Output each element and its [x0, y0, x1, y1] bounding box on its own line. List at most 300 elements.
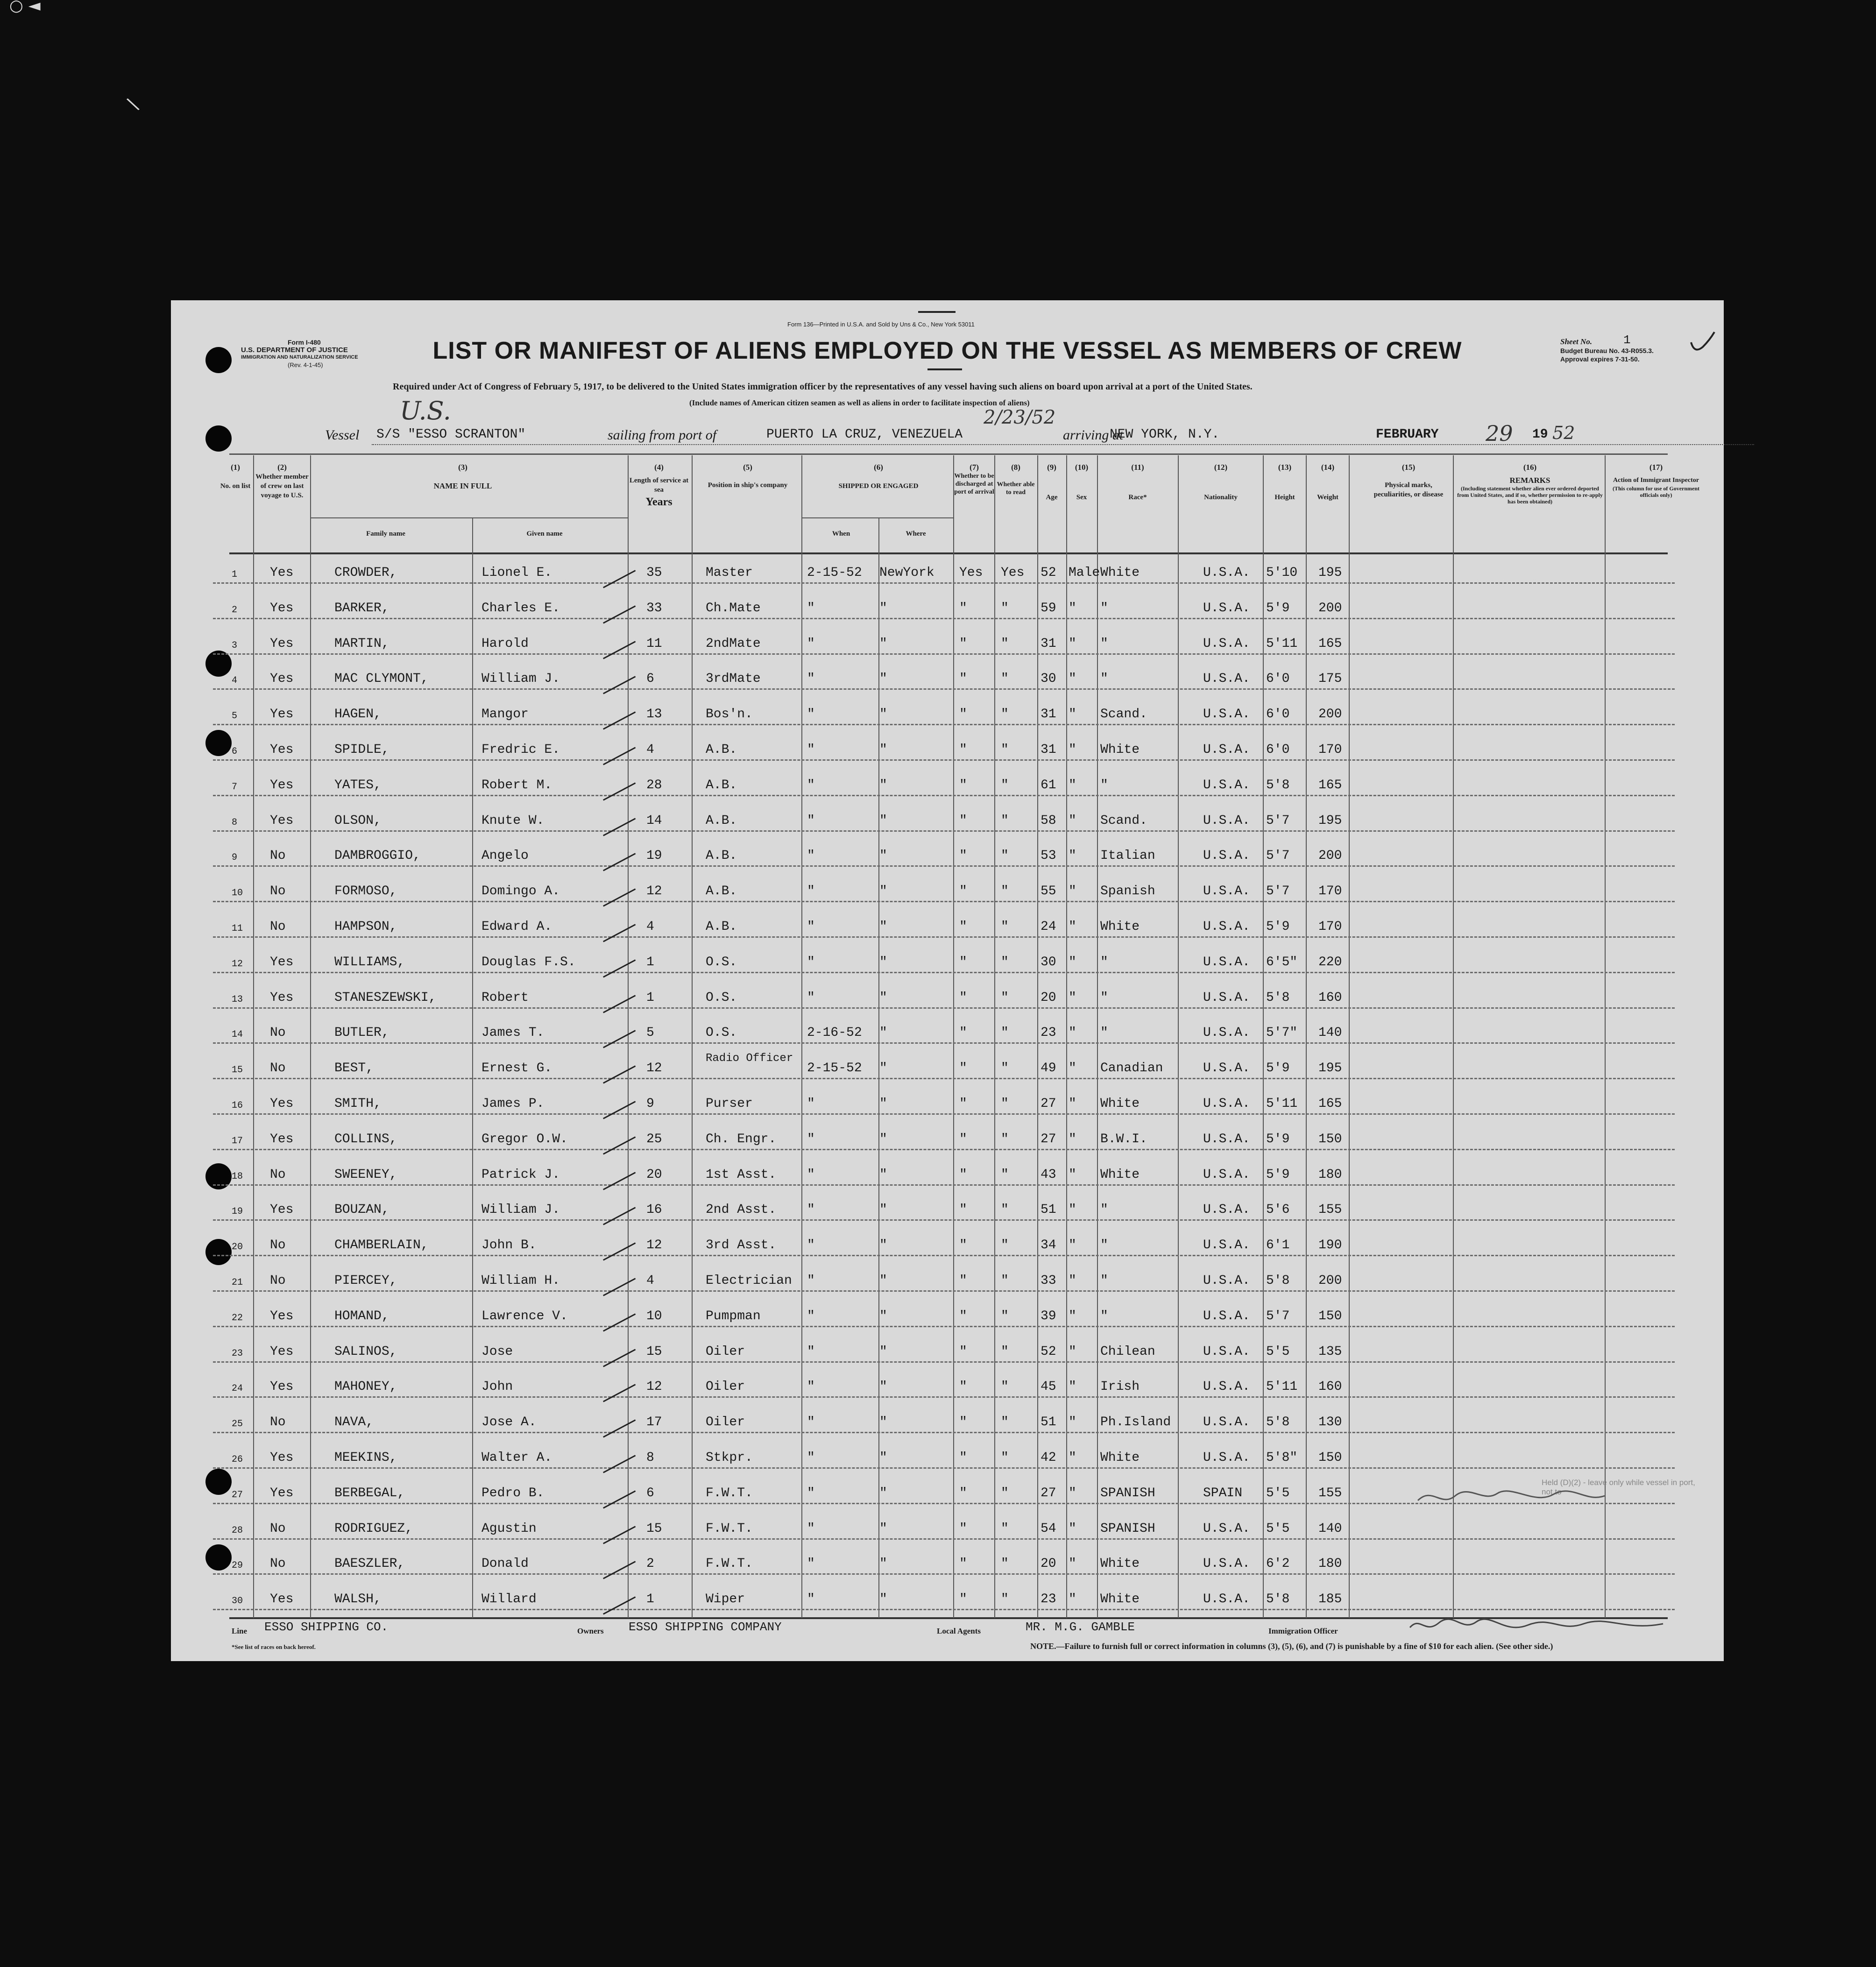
- position-cell: A.B.: [706, 778, 737, 792]
- race-cell: ": [1100, 778, 1108, 792]
- check-slash: [603, 1561, 636, 1579]
- col4-number: (4): [654, 463, 664, 472]
- nationality-cell: U.S.A.: [1203, 813, 1250, 828]
- shipped-when-cell: ": [807, 813, 815, 828]
- race-cell: Spanish: [1100, 884, 1155, 899]
- sex-cell: ": [1069, 1274, 1076, 1288]
- shipped-where-cell: ": [879, 1167, 887, 1182]
- row-number: 2: [232, 604, 238, 616]
- table-row: [171, 1551, 1724, 1586]
- nationality-cell: U.S.A.: [1203, 1521, 1250, 1536]
- nationality-cell: U.S.A.: [1203, 1203, 1250, 1217]
- race-cell: Scand.: [1100, 813, 1147, 828]
- weight-cell: 155: [1318, 1203, 1342, 1217]
- col13-label: Height: [1274, 494, 1295, 501]
- height-cell: 5'9: [1266, 601, 1290, 616]
- age-cell: 23: [1041, 1592, 1056, 1607]
- check-slash: [603, 853, 636, 871]
- shipped-when-cell: ": [807, 778, 815, 792]
- years-cell: 15: [646, 1521, 662, 1536]
- shipped-where-cell: ": [879, 955, 887, 969]
- nationality-cell: U.S.A.: [1203, 884, 1250, 899]
- family-name-cell: SMITH,: [334, 1097, 382, 1111]
- height-cell: 5'5: [1266, 1344, 1290, 1359]
- last-voyage-cell: Yes: [270, 743, 294, 757]
- position-cell: Radio Officer: [706, 1052, 793, 1065]
- discharged-cell: ": [959, 990, 967, 1005]
- able-to-read-cell: ": [1001, 1132, 1009, 1146]
- able-to-read-cell: ": [1001, 1309, 1009, 1323]
- last-voyage-cell: Yes: [270, 1344, 294, 1359]
- able-to-read-cell: ": [1001, 849, 1009, 863]
- check-slash: [603, 747, 636, 765]
- sex-cell: ": [1069, 1521, 1076, 1536]
- row-rule: [213, 1290, 1675, 1292]
- discharged-cell: ": [959, 1203, 967, 1217]
- shipped-where-cell: ": [879, 1026, 887, 1040]
- last-voyage-cell: Yes: [270, 1097, 294, 1111]
- arrival-port: NEW YORK, N.Y.: [1110, 427, 1220, 442]
- shipped-where-cell: ": [879, 1274, 887, 1288]
- col8-header: [995, 463, 1037, 496]
- position-cell: Oiler: [706, 1380, 745, 1394]
- weight-cell: 190: [1318, 1238, 1342, 1253]
- shipped-when-cell: ": [807, 1344, 815, 1359]
- family-name-cell: BEST,: [334, 1061, 374, 1076]
- able-to-read-cell: ": [1001, 1486, 1009, 1500]
- row-number: 6: [232, 746, 238, 757]
- position-cell: A.B.: [706, 884, 737, 899]
- given-name-cell: Willard: [481, 1592, 537, 1607]
- col17-label: Action of Immigrant Inspector: [1613, 477, 1699, 484]
- given-name-cell: Pedro B.: [481, 1486, 545, 1500]
- sex-cell: ": [1069, 1344, 1076, 1359]
- family-name-cell: BUTLER,: [334, 1026, 389, 1040]
- weight-cell: 170: [1318, 884, 1342, 899]
- col15-label: Physical marks, peculiarities, or disease: [1373, 481, 1444, 498]
- row-number: 27: [232, 1489, 243, 1500]
- row-rule: [213, 1432, 1675, 1433]
- age-cell: 30: [1041, 955, 1056, 969]
- race-cell: ": [1100, 601, 1108, 616]
- nationality-cell: U.S.A.: [1203, 1132, 1250, 1146]
- shipped-when-cell: ": [807, 707, 815, 722]
- col4-label: Length of service at sea: [629, 477, 689, 494]
- height-cell: 6'5": [1266, 955, 1298, 969]
- footer-races-note: *See list of races on back hereof.: [232, 1643, 316, 1650]
- given-name-cell: Douglas F.S.: [481, 955, 576, 969]
- manifest-sheet: [171, 300, 1724, 1661]
- years-cell: 28: [646, 778, 662, 792]
- footer-owners-label: Owners: [577, 1627, 604, 1635]
- col4-header: [629, 463, 689, 507]
- last-voyage-cell: No: [270, 920, 286, 934]
- weight-cell: 200: [1318, 707, 1342, 722]
- height-cell: 5'8: [1266, 1592, 1290, 1607]
- family-name-cell: DAMBROGGIO,: [334, 849, 421, 863]
- discharged-cell: ": [959, 813, 967, 828]
- check-slash: [603, 1243, 636, 1261]
- table-top-rule: [229, 453, 1668, 455]
- weight-cell: 195: [1318, 566, 1342, 580]
- nationality-cell: U.S.A.: [1203, 1450, 1250, 1465]
- col6-where-header: Where: [906, 530, 926, 538]
- shipped-where-cell: ": [879, 778, 887, 792]
- position-cell: A.B.: [706, 813, 737, 828]
- sex-cell: ": [1069, 813, 1076, 828]
- shipped-where-cell: ": [879, 813, 887, 828]
- col10-label: Sex: [1076, 494, 1087, 501]
- sex-cell: ": [1069, 990, 1076, 1005]
- col9-number: (9): [1047, 463, 1056, 472]
- footer-agents-label: Local Agents: [937, 1627, 981, 1635]
- race-cell: ": [1100, 1203, 1108, 1217]
- sex-cell: ": [1069, 636, 1076, 651]
- weight-cell: 165: [1318, 778, 1342, 792]
- discharged-cell: ": [959, 1521, 967, 1536]
- weight-cell: 165: [1318, 636, 1342, 651]
- given-name-cell: Harold: [481, 636, 529, 651]
- race-cell: White: [1100, 1557, 1140, 1571]
- height-cell: 5'7: [1266, 813, 1290, 828]
- shipped-when-cell: ": [807, 1274, 815, 1288]
- shipped-where-cell: ": [879, 1557, 887, 1571]
- table-row: [171, 949, 1724, 985]
- last-voyage-cell: No: [270, 1557, 286, 1571]
- age-cell: 55: [1041, 884, 1056, 899]
- form-note: (Include names of American citizen seamen as well as aliens in order to facilitate inspection of aliens): [689, 398, 1030, 407]
- check-slash: [603, 1066, 636, 1084]
- shipped-when-cell: ": [807, 1592, 815, 1607]
- sex-cell: ": [1069, 955, 1076, 969]
- shipped-where-cell: ": [879, 1486, 887, 1500]
- nationality-cell: U.S.A.: [1203, 1097, 1250, 1111]
- shipped-where-cell: ": [879, 601, 887, 616]
- col3-given-header: Given name: [526, 530, 563, 538]
- col5-number: (5): [743, 463, 752, 472]
- race-cell: ": [1100, 1309, 1108, 1323]
- nationality-cell: U.S.A.: [1203, 955, 1250, 969]
- years-cell: 1: [646, 1592, 654, 1607]
- last-voyage-cell: Yes: [270, 672, 294, 686]
- sex-cell: ": [1069, 920, 1076, 934]
- col8-number: (8): [1011, 463, 1020, 472]
- position-cell: 2nd Asst.: [706, 1203, 777, 1217]
- weight-cell: 200: [1318, 849, 1342, 863]
- able-to-read-cell: ": [1001, 990, 1009, 1005]
- last-voyage-cell: Yes: [270, 636, 294, 651]
- col16-label: REMARKS: [1509, 476, 1550, 485]
- age-cell: 30: [1041, 672, 1056, 686]
- family-name-cell: PIERCEY,: [334, 1274, 397, 1288]
- col1-header: [218, 463, 253, 491]
- years-cell: 19: [646, 849, 662, 863]
- footer-officer-label: Immigration Officer: [1268, 1627, 1338, 1635]
- race-cell: ": [1100, 672, 1108, 686]
- nationality-cell: SPAIN: [1203, 1486, 1243, 1500]
- age-cell: 33: [1041, 1274, 1056, 1288]
- film-edge-mark: ○ ◄: [9, 0, 41, 15]
- check-slash: [603, 1207, 636, 1225]
- height-cell: 6'0: [1266, 707, 1290, 722]
- col5-label: Position in ship's company: [708, 481, 788, 489]
- check-slash: [603, 712, 636, 730]
- position-cell: Ch. Engr.: [706, 1132, 777, 1146]
- nationality-cell: U.S.A.: [1203, 1415, 1250, 1430]
- years-cell: 15: [646, 1344, 662, 1359]
- nationality-cell: U.S.A.: [1203, 1026, 1250, 1040]
- race-cell: White: [1100, 1167, 1140, 1182]
- weight-cell: 135: [1318, 1344, 1342, 1359]
- row-number: 30: [232, 1596, 243, 1607]
- family-name-cell: MAHONEY,: [334, 1380, 397, 1394]
- arrival-day: 29: [1486, 421, 1513, 446]
- height-cell: 5'11: [1266, 636, 1298, 651]
- table-row: [171, 737, 1724, 772]
- age-cell: 34: [1041, 1238, 1056, 1253]
- film-edge-mark: \: [125, 93, 142, 115]
- weight-cell: 195: [1318, 813, 1342, 828]
- col6-label: SHIPPED OR ENGAGED: [838, 482, 919, 490]
- row-rule: [213, 1396, 1675, 1398]
- col11-header: [1098, 463, 1177, 502]
- col10-number: (10): [1075, 463, 1089, 472]
- race-cell: ": [1100, 990, 1108, 1005]
- able-to-read-cell: ": [1001, 707, 1009, 722]
- check-slash: [603, 1384, 636, 1402]
- arriving-label: arriving at: [1063, 427, 1124, 443]
- age-cell: 58: [1041, 813, 1056, 828]
- position-cell: A.B.: [706, 743, 737, 757]
- col14-number: (14): [1321, 463, 1335, 472]
- table-row: [171, 1197, 1724, 1232]
- sex-cell: ": [1069, 1380, 1076, 1394]
- years-cell: 33: [646, 601, 662, 616]
- able-to-read-cell: ": [1001, 884, 1009, 899]
- row-rule: [213, 618, 1675, 619]
- shipped-when-cell: ": [807, 1415, 815, 1430]
- years-cell: 1: [646, 955, 654, 969]
- row-number: 11: [232, 923, 243, 934]
- race-cell: Chilean: [1100, 1344, 1155, 1359]
- position-cell: Ch.Mate: [706, 601, 761, 616]
- height-cell: 5'10: [1266, 566, 1298, 580]
- form-title: LIST OR MANIFEST OF ALIENS EMPLOYED ON THE VESSEL AS MEMBERS OF CREW: [432, 337, 1462, 364]
- discharged-cell: ": [959, 849, 967, 863]
- shipped-when-cell: ": [807, 1450, 815, 1465]
- col17-note: (This column for use of Government officials only): [1612, 485, 1700, 498]
- discharged-cell: ": [959, 1415, 967, 1430]
- footer-owners: ESSO SHIPPING COMPANY: [629, 1620, 782, 1634]
- able-to-read-cell: ": [1001, 1274, 1009, 1288]
- discharged-cell: ": [959, 1274, 967, 1288]
- col2-header: [254, 463, 310, 500]
- col4-years: Years: [645, 496, 673, 508]
- shipped-where-cell: ": [879, 1238, 887, 1253]
- race-cell: White: [1100, 1450, 1140, 1465]
- years-cell: 13: [646, 707, 662, 722]
- sex-cell: ": [1069, 1203, 1076, 1217]
- discharged-cell: ": [959, 1380, 967, 1394]
- race-cell: SPANISH: [1100, 1521, 1155, 1536]
- given-name-cell: Knute W.: [481, 813, 545, 828]
- col9-header: [1038, 463, 1066, 502]
- given-name-cell: William J.: [481, 672, 560, 686]
- position-cell: Purser: [706, 1097, 753, 1111]
- table-row: [171, 914, 1724, 949]
- punch-hole: [205, 425, 232, 452]
- able-to-read-cell: ": [1001, 1167, 1009, 1182]
- able-to-read-cell: ": [1001, 1238, 1009, 1253]
- nationality-cell: U.S.A.: [1203, 1274, 1250, 1288]
- row-rule: [213, 1361, 1675, 1363]
- table-row: [171, 595, 1724, 631]
- nationality-cell: U.S.A.: [1203, 707, 1250, 722]
- col7-number: (7): [970, 463, 979, 472]
- race-cell: ": [1100, 955, 1108, 969]
- given-name-cell: Ernest G.: [481, 1061, 552, 1076]
- col13-number: (13): [1278, 463, 1292, 472]
- shipped-when-cell: ": [807, 636, 815, 651]
- shipped-where-cell: ": [879, 1132, 887, 1146]
- vessel-label: Vessel: [325, 427, 360, 443]
- race-cell: ": [1100, 636, 1108, 651]
- check-slash: [603, 1278, 636, 1296]
- able-to-read-cell: ": [1001, 1521, 1009, 1536]
- discharged-cell: ": [959, 1132, 967, 1146]
- nationality-cell: U.S.A.: [1203, 1167, 1250, 1182]
- height-cell: 5'7: [1266, 849, 1290, 863]
- shipped-where-cell: ": [879, 1309, 887, 1323]
- position-cell: Electrician: [706, 1274, 792, 1288]
- age-cell: 52: [1041, 566, 1056, 580]
- race-cell: ": [1100, 1026, 1108, 1040]
- family-name-cell: BARKER,: [334, 601, 389, 616]
- check-slash: [603, 1420, 636, 1438]
- shipped-where-cell: ": [879, 636, 887, 651]
- row-number: 24: [232, 1383, 243, 1394]
- race-cell: White: [1100, 743, 1140, 757]
- row-rule: [213, 759, 1675, 761]
- shipped-when-cell: ": [807, 1309, 815, 1323]
- position-cell: O.S.: [706, 990, 737, 1005]
- table-row: [171, 1303, 1724, 1339]
- position-cell: A.B.: [706, 920, 737, 934]
- years-cell: 9: [646, 1097, 654, 1111]
- row-rule: [213, 1149, 1675, 1150]
- departure-port: PUERTO LA CRUZ, VENEZUELA: [766, 427, 963, 442]
- table-row: [171, 1445, 1724, 1480]
- check-slash: [603, 1349, 636, 1367]
- last-voyage-cell: Yes: [270, 1380, 294, 1394]
- able-to-read-cell: ": [1001, 1592, 1009, 1607]
- col7-header: [954, 463, 995, 496]
- age-cell: 43: [1041, 1167, 1056, 1182]
- given-name-cell: Patrick J.: [481, 1167, 560, 1182]
- col12-number: (12): [1214, 463, 1228, 472]
- shipped-when-cell: ": [807, 1238, 815, 1253]
- height-cell: 6'0: [1266, 743, 1290, 757]
- last-voyage-cell: No: [270, 1274, 286, 1288]
- last-voyage-cell: No: [270, 1238, 286, 1253]
- able-to-read-cell: ": [1001, 1344, 1009, 1359]
- age-cell: 24: [1041, 920, 1056, 934]
- footer-agents: MR. M.G. GAMBLE: [1026, 1620, 1135, 1634]
- last-voyage-cell: Yes: [270, 1309, 294, 1323]
- col6-header: [804, 463, 953, 491]
- row-number: 15: [232, 1065, 243, 1076]
- family-name-cell: MEEKINS,: [334, 1450, 397, 1465]
- age-cell: 49: [1041, 1061, 1056, 1076]
- row-rule: [213, 936, 1675, 938]
- table-row: [171, 666, 1724, 701]
- col10-header: [1067, 463, 1097, 502]
- row-number: 16: [232, 1100, 243, 1111]
- handwritten-date: 2/23/52: [984, 407, 1056, 428]
- given-name-cell: Fredric E.: [481, 743, 560, 757]
- row-number: 4: [232, 675, 238, 686]
- last-voyage-cell: No: [270, 1415, 286, 1430]
- officer-signature: [1406, 1613, 1668, 1637]
- sheet-label: Sheet No.: [1560, 337, 1592, 346]
- position-cell: Master: [706, 566, 753, 580]
- discharged-cell: ": [959, 1486, 967, 1500]
- nationality-cell: U.S.A.: [1203, 920, 1250, 934]
- sex-cell: ": [1069, 672, 1076, 686]
- row-rule: [213, 1184, 1675, 1186]
- discharged-cell: ": [959, 743, 967, 757]
- shipped-when-cell: ": [807, 1380, 815, 1394]
- col12-label: Nationality: [1204, 494, 1238, 501]
- last-voyage-cell: Yes: [270, 601, 294, 616]
- race-cell: White: [1100, 920, 1140, 934]
- last-voyage-cell: No: [270, 849, 286, 863]
- shipped-where-cell: NewYork: [879, 566, 934, 580]
- col11-label: Race*: [1128, 494, 1147, 501]
- table-row: [171, 560, 1724, 595]
- discharged-cell: ": [959, 1592, 967, 1607]
- col16-header: [1455, 463, 1605, 505]
- race-cell: Canadian: [1100, 1061, 1163, 1076]
- weight-cell: 160: [1318, 1380, 1342, 1394]
- row-rule: [213, 653, 1675, 655]
- row-rule: [213, 795, 1675, 796]
- nationality-cell: U.S.A.: [1203, 636, 1250, 651]
- age-cell: 31: [1041, 707, 1056, 722]
- years-cell: 5: [646, 1026, 654, 1040]
- weight-cell: 130: [1318, 1415, 1342, 1430]
- nationality-cell: U.S.A.: [1203, 1061, 1250, 1076]
- row-rule: [213, 1326, 1675, 1327]
- arrival-month: FEBRUARY: [1376, 427, 1439, 442]
- given-name-cell: Domingo A.: [481, 884, 560, 899]
- family-name-cell: BOUZAN,: [334, 1203, 389, 1217]
- position-cell: F.W.T.: [706, 1557, 753, 1571]
- given-name-cell: James T.: [481, 1026, 545, 1040]
- row-number: 14: [232, 1029, 243, 1040]
- last-voyage-cell: Yes: [270, 1132, 294, 1146]
- age-cell: 31: [1041, 636, 1056, 651]
- family-name-cell: SPIDLE,: [334, 743, 389, 757]
- discharged-cell: ": [959, 955, 967, 969]
- footer-line: ESSO SHIPPING CO.: [264, 1620, 389, 1634]
- table-row: [171, 1374, 1724, 1409]
- race-cell: White: [1100, 1592, 1140, 1607]
- shipped-where-cell: ": [879, 849, 887, 863]
- sex-cell: ": [1069, 1592, 1076, 1607]
- check-slash: [603, 1455, 636, 1473]
- height-cell: 6'2: [1266, 1557, 1290, 1571]
